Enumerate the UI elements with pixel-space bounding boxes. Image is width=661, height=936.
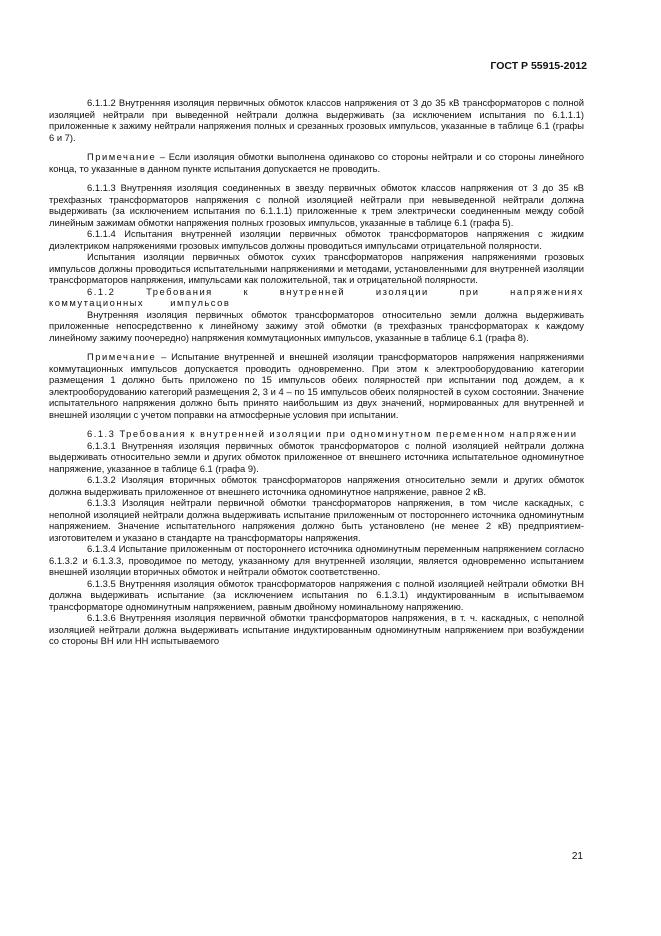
section-heading-6-1-2: 6.1.2 Требования к внутренней изоляции при напряжениях коммутационных импульсов xyxy=(49,285,584,308)
document-body xyxy=(49,97,584,647)
page-number: 21 xyxy=(571,851,583,862)
section-heading-6-1-3: 6.1.3 Требования к внутренней изоляции при одноминутном переменном напряжении xyxy=(87,428,578,439)
note-label-2: Примечание xyxy=(87,351,157,362)
clause-6-1-1-2: 6.1.1.2 Внутренняя изоляция первичных обмоток классов напряжения от 3 до 35 кВ трансформаторов с полной изоляцией нейтрали при выведенной нейтрали должна выдерживать (за исключением испытания по 6.1.1.1) приложенные к зажиму нейтрали напряжения полных и срезанных грозовых импульсов, указанные в таблице 6.1 (графы 6 и 7). xyxy=(49,97,584,143)
note-paragraph: Примечание – Если изоляция обмотки выполнена одинаково со стороны нейтрали и со стороны линейного конца, то указанные в данном пункте испытания допускается не проводить. xyxy=(49,151,584,174)
clause-6-1-3-2: 6.1.3.2 Изоляция вторичных обмоток трансформаторов напряжения относительно земли и других обмоток должна выдерживать приложенное от внешнего источника одноминутное напряжение, равное 2 кВ. xyxy=(49,474,584,497)
note-label: Примечание xyxy=(87,151,157,162)
document-header: ГОСТ Р 55915-2012 xyxy=(490,60,587,72)
paragraph-switching-impulses: Внутренняя изоляция первичных обмоток трансформаторов относительно земли должна выдерживать приложенные непосредственно к линейному зажиму этой обмотки (в трехфазных трансформаторах к каждому линейному зажиму поочередно) напряжения коммутационных импульсов, указанные в таблице 6.1 (графа 8). xyxy=(49,308,584,343)
clause-6-1-3-1: 6.1.3.1 Внутренняя изоляция первичных обмоток трансформаторов с полной изоляцией нейтрали должна выдерживать относительно земли и других обмоток приложенное от внешнего источника испытательное одноминутное напряжение, указанное в таблице 6.1 (графа 9). xyxy=(49,439,584,474)
clause-6-1-3-4: 6.1.3.4 Испытание приложенным от постороннего источника одноминутным переменным напряжением согласно 6.1.3.2 и 6.1.3.3, проводимое по методу, указанному для внутренней изоляции, является одновременно испытанием внешней изоляции вторичных обмоток и нейтрали обмоток соответственно. xyxy=(49,543,584,577)
clause-6-1-3-3: 6.1.3.3 Изоляция нейтрали первичной обмотки трансформаторов напряжения, в том числе каскадных, с неполной изоляцией нейтрали должна выдерживать испытание приложенным от постороннего источника одноминутным напряжением. Значение испытательного напряжения должно быть установлено (не менее 2 кВ) предприятием-изготовителем и указано в стандарте на трансформаторы напряжения. xyxy=(49,497,584,543)
paragraph-dry-transformers: Испытания изоляции первичных обмоток сухих трансформаторов напряжения напряжениями грозовых импульсов должны проводиться испытательными напряжениями и методами, установленными для внутренней изоляции трансформаторов напряжения, импульсами как положительной, так и отрицательной полярности. xyxy=(49,251,584,285)
clause-6-1-1-4: 6.1.1.4 Испытания внутренней изоляции первичных обмоток трансформаторов напряжения с жидким диэлектриком напряжениями грозовых импульсов должны проводиться импульсами отрицательной полярности. xyxy=(49,228,584,251)
clause-6-1-1-3: 6.1.1.3 Внутренняя изоляция соединенных в звезду первичных обмоток классов напряжения от 3 до 35 кВ трехфазных трансформаторов напряжения с полной изоляцией нейтрали при невыведенной нейтрали должна выдерживать (за исключением испытания по 6.1.1.1) приложенные к трем электрически соединенным между собой линейным зажимам обмотки напряжения полных грозовых импульсов, указанные в таблице 6.1 (графа 5). xyxy=(49,182,584,228)
note-text-2: Испытание внутренней и внешней изоляции трансформаторов напряжения напряжениями коммутационных импульсов допускается проводить одновременно. При этом к электрооборудованию категории размещения 1 должно быть приложено по 15 импульсов обеих полярностей при испытании под дождем, а к электрооборудованию категорий размещения 2, 3 и 4 – по 15 импульсов обеих полярностей в сухом состоянии. Значение испытательного напряжения должно быть принято наибольшим из двух значений, нормированных для внутренней и внешней изоляции с учетом поправки на атмосферные условия при испытании. xyxy=(49,351,584,420)
note-paragraph-2: Примечание – Испытание внутренней и внешней изоляции трансформаторов напряжения напряжениями коммутационных импульсов допускается проводить одновременно. При этом к электрооборудованию категории размещения 1 должно быть приложено по 15 импульсов обеих полярностей при испытании под дождем, а к электрооборудованию категорий размещения 2, 3 и 4 – по 15 импульсов обеих полярностей в сухом состоянии. Значение испытательного напряжения должно быть принято наибольшим из двух значений, нормированных для внутренней и внешней изоляции с учетом поправки на атмосферные условия при испытании. xyxy=(49,351,584,420)
clause-6-1-3-6: 6.1.3.6 Внутренняя изоляция первичной обмотки трансформаторов напряжения, в т. ч. каскадных, с неполной изоляцией нейтрали должна выдерживать испытание индуктированным одноминутным напряжением при возбуждении со стороны ВН или НН испытываемого xyxy=(49,612,584,646)
note-text: Если изоляция обмотки выполнена одинаково со стороны нейтрали и со стороны линейного конца, то указанные в данном пункте испытания допускается не проводить. xyxy=(49,151,584,174)
clause-6-1-3-5: 6.1.3.5 Внутренняя изоляция обмоток трансформаторов напряжения с полной изоляцией нейтрали обмотки ВН должна выдерживать испытание (за исключением испытания по 6.1.3.1) индуктированным в испытываемом трансформаторе одноминутным напряжением, равным двойному номинальному напряжению. xyxy=(49,577,584,612)
